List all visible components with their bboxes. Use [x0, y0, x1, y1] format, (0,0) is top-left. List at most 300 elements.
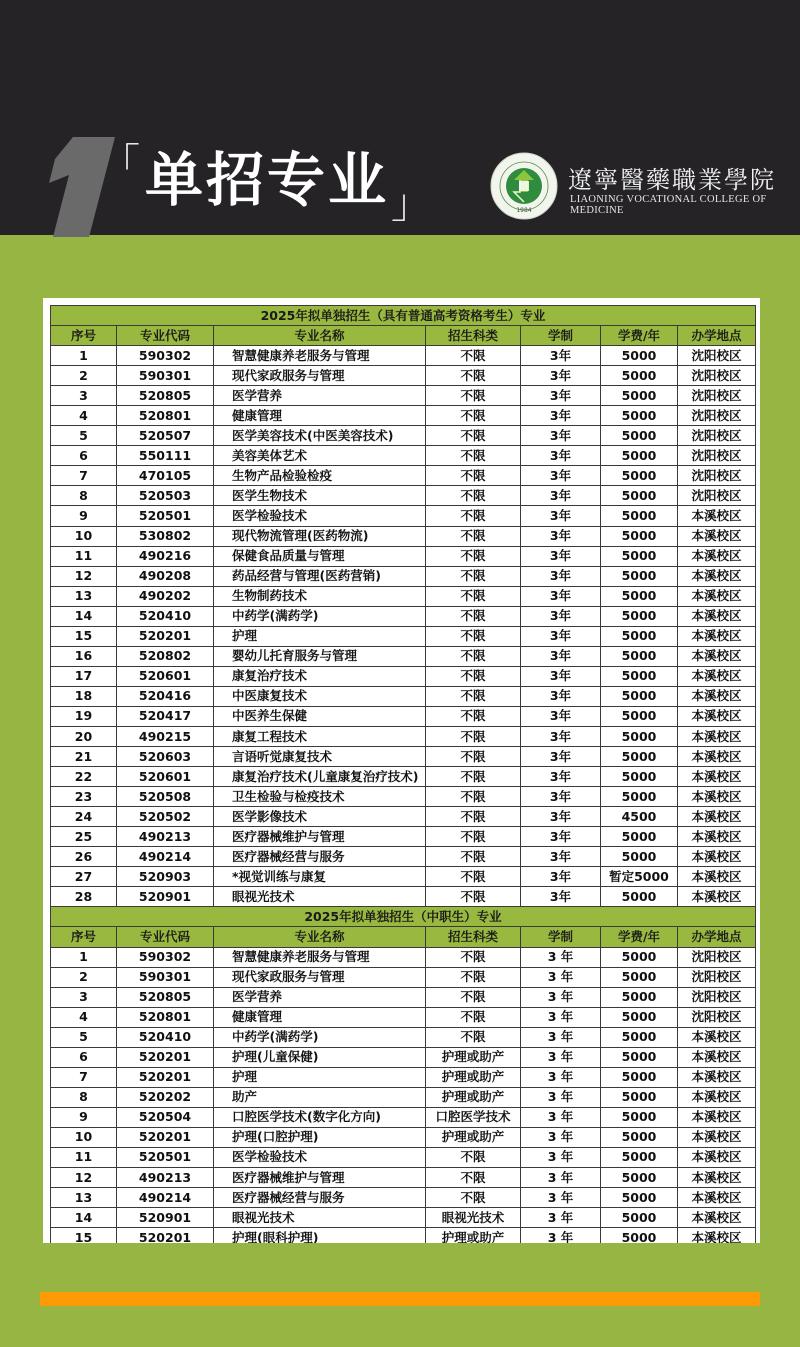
cell-code: 520201 — [117, 1047, 214, 1067]
cell-fee: 5000 — [601, 686, 678, 706]
cell-name: 护理 — [214, 626, 426, 646]
bracket-left: 「 — [100, 141, 143, 187]
cell-duration: 3 年 — [521, 1127, 601, 1147]
cell-fee: 5000 — [601, 847, 678, 867]
cell-category: 不限 — [426, 706, 521, 726]
cell-location: 沈阳校区 — [678, 947, 756, 967]
cell-location: 沈阳校区 — [678, 426, 756, 446]
cell-index: 17 — [51, 666, 117, 686]
cell-index: 15 — [51, 1228, 117, 1243]
table-row — [51, 1047, 756, 1067]
cell-category: 不限 — [426, 807, 521, 827]
cell-code: 520601 — [117, 666, 214, 686]
cell-category: 不限 — [426, 406, 521, 426]
cell-duration: 3年 — [521, 867, 601, 887]
cell-index: 14 — [51, 1208, 117, 1228]
cell-fee: 5000 — [601, 706, 678, 726]
cell-category: 不限 — [426, 646, 521, 666]
cell-fee: 5000 — [601, 726, 678, 746]
cell-index: 23 — [51, 787, 117, 807]
cell-fee: 5000 — [601, 747, 678, 767]
col-header-duration: 学制 — [521, 326, 601, 346]
cell-name: 口腔医学技术(数字化方向) — [214, 1107, 426, 1127]
cell-name: 卫生检验与检疫技术 — [214, 787, 426, 807]
cell-name: 助产 — [214, 1087, 426, 1107]
cell-location: 沈阳校区 — [678, 967, 756, 987]
cell-duration: 3年 — [521, 506, 601, 526]
col-header-category: 招生科类 — [426, 326, 521, 346]
cell-name: 生物产品检验检疫 — [214, 466, 426, 486]
section2-body — [51, 947, 756, 1243]
table-row — [51, 486, 756, 506]
cell-category: 护理或助产 — [426, 1047, 521, 1067]
cell-code: 590302 — [117, 346, 214, 366]
cell-fee: 5000 — [601, 947, 678, 967]
cell-duration: 3年 — [521, 726, 601, 746]
cell-name: 健康管理 — [214, 406, 426, 426]
cell-fee: 5000 — [601, 446, 678, 466]
cell-location: 本溪校区 — [678, 1147, 756, 1167]
cell-duration: 3年 — [521, 386, 601, 406]
table-row — [51, 706, 756, 726]
cell-category: 不限 — [426, 566, 521, 586]
cell-fee: 5000 — [601, 646, 678, 666]
section2-title-row — [51, 907, 756, 927]
cell-name: 生物制药技术 — [214, 586, 426, 606]
cell-code: 520416 — [117, 686, 214, 706]
table-row — [51, 1067, 756, 1087]
cell-location: 沈阳校区 — [678, 987, 756, 1007]
cell-code: 530802 — [117, 526, 214, 546]
cell-name: 护理(口腔护理) — [214, 1127, 426, 1147]
cell-code: 490214 — [117, 1188, 214, 1208]
cell-location: 本溪校区 — [678, 1168, 756, 1188]
cell-category: 不限 — [426, 546, 521, 566]
college-name-chinese: 遼寧醫藥職業學院 — [568, 166, 776, 194]
cell-location: 沈阳校区 — [678, 486, 756, 506]
cell-code: 520901 — [117, 887, 214, 907]
cell-location: 本溪校区 — [678, 1107, 756, 1127]
cell-code: 520202 — [117, 1087, 214, 1107]
cell-location: 本溪校区 — [678, 1067, 756, 1087]
cell-category: 不限 — [426, 666, 521, 686]
table-row — [51, 446, 756, 466]
cell-code: 490215 — [117, 726, 214, 746]
cell-location: 本溪校区 — [678, 646, 756, 666]
cell-code: 520901 — [117, 1208, 214, 1228]
page-title — [100, 140, 435, 227]
college-logo-icon — [490, 152, 558, 220]
cell-fee: 5000 — [601, 1067, 678, 1087]
cell-index: 18 — [51, 686, 117, 706]
table-row — [51, 726, 756, 746]
cell-fee: 5000 — [601, 566, 678, 586]
cell-name: 婴幼儿托育服务与管理 — [214, 646, 426, 666]
cell-code: 520501 — [117, 506, 214, 526]
cell-fee: 5000 — [601, 827, 678, 847]
cell-fee: 5000 — [601, 1087, 678, 1107]
cell-location: 本溪校区 — [678, 1228, 756, 1243]
cell-location: 沈阳校区 — [678, 406, 756, 426]
cell-duration: 3 年 — [521, 967, 601, 987]
cell-location: 本溪校区 — [678, 706, 756, 726]
cell-code: 520410 — [117, 606, 214, 626]
table-row — [51, 767, 756, 787]
cell-category: 不限 — [426, 526, 521, 546]
cell-code: 590301 — [117, 366, 214, 386]
col-header-fee: 学费/年 — [601, 927, 678, 947]
cell-duration: 3年 — [521, 606, 601, 626]
cell-index: 25 — [51, 827, 117, 847]
cell-index: 10 — [51, 526, 117, 546]
cell-location: 本溪校区 — [678, 847, 756, 867]
cell-category: 不限 — [426, 1188, 521, 1208]
table-row — [51, 1147, 756, 1167]
cell-index: 5 — [51, 426, 117, 446]
col-header-code: 专业代码 — [117, 927, 214, 947]
cell-duration: 3年 — [521, 406, 601, 426]
cell-duration: 3年 — [521, 887, 601, 907]
cell-fee: 5000 — [601, 767, 678, 787]
cell-index: 3 — [51, 987, 117, 1007]
cell-index: 16 — [51, 646, 117, 666]
cell-code: 520201 — [117, 626, 214, 646]
cell-fee: 5000 — [601, 386, 678, 406]
cell-duration: 3年 — [521, 747, 601, 767]
col-header-duration: 学制 — [521, 927, 601, 947]
cell-index: 28 — [51, 887, 117, 907]
cell-index: 15 — [51, 626, 117, 646]
cell-code: 520601 — [117, 767, 214, 787]
cell-category: 不限 — [426, 586, 521, 606]
cell-fee: 5000 — [601, 1027, 678, 1047]
cell-index: 5 — [51, 1027, 117, 1047]
cell-fee: 5000 — [601, 787, 678, 807]
cell-location: 本溪校区 — [678, 1208, 756, 1228]
table-row — [51, 827, 756, 847]
cell-duration: 3 年 — [521, 1087, 601, 1107]
cell-fee: 5000 — [601, 526, 678, 546]
cell-location: 本溪校区 — [678, 1127, 756, 1147]
cell-category: 不限 — [426, 446, 521, 466]
cell-name: 护理 — [214, 1067, 426, 1087]
cell-category: 不限 — [426, 486, 521, 506]
cell-code: 490213 — [117, 1168, 214, 1188]
cell-category: 不限 — [426, 426, 521, 446]
cell-location: 本溪校区 — [678, 666, 756, 686]
table-row — [51, 1228, 756, 1243]
cell-fee: 5000 — [601, 406, 678, 426]
cell-location: 本溪校区 — [678, 1027, 756, 1047]
table-row — [51, 1107, 756, 1127]
table-row — [51, 1007, 756, 1027]
cell-fee: 5000 — [601, 987, 678, 1007]
cell-code: 490214 — [117, 847, 214, 867]
cell-code: 520504 — [117, 1107, 214, 1127]
cell-code: 520805 — [117, 987, 214, 1007]
table-row — [51, 867, 756, 887]
table-row — [51, 1127, 756, 1147]
cell-code: 520417 — [117, 706, 214, 726]
table-row — [51, 1087, 756, 1107]
col-header-name: 专业名称 — [214, 326, 426, 346]
cell-location: 本溪校区 — [678, 867, 756, 887]
cell-fee: 5000 — [601, 1228, 678, 1243]
table-row — [51, 1188, 756, 1208]
table-row — [51, 346, 756, 366]
cell-code: 520201 — [117, 1067, 214, 1087]
cell-location: 本溪校区 — [678, 626, 756, 646]
col-header-index: 序号 — [51, 326, 117, 346]
cell-name: 护理(眼科护理) — [214, 1228, 426, 1243]
cell-index: 9 — [51, 1107, 117, 1127]
cell-duration: 3年 — [521, 767, 601, 787]
cell-duration: 3年 — [521, 546, 601, 566]
cell-name: 保健食品质量与管理 — [214, 546, 426, 566]
cell-category: 不限 — [426, 767, 521, 787]
cell-duration: 3年 — [521, 566, 601, 586]
table-row — [51, 787, 756, 807]
cell-name: 医学美容技术(中医美容技术) — [214, 426, 426, 446]
cell-name: 康复工程技术 — [214, 726, 426, 746]
cell-category: 不限 — [426, 466, 521, 486]
cell-category: 护理或助产 — [426, 1087, 521, 1107]
cell-category: 不限 — [426, 386, 521, 406]
cell-duration: 3年 — [521, 626, 601, 646]
section1-column-headers — [51, 326, 756, 346]
col-header-location: 办学地点 — [678, 326, 756, 346]
cell-duration: 3年 — [521, 847, 601, 867]
cell-duration: 3年 — [521, 426, 601, 446]
cell-category: 不限 — [426, 686, 521, 706]
cell-name: 医学检验技术 — [214, 506, 426, 526]
cell-fee: 4500 — [601, 807, 678, 827]
cell-name: 现代物流管理(医药物流) — [214, 526, 426, 546]
table-row — [51, 426, 756, 446]
cell-duration: 3 年 — [521, 1147, 601, 1167]
table-row — [51, 626, 756, 646]
cell-duration: 3 年 — [521, 1107, 601, 1127]
cell-name: 美容美体艺术 — [214, 446, 426, 466]
col-header-fee: 学费/年 — [601, 326, 678, 346]
cell-index: 1 — [51, 947, 117, 967]
cell-location: 沈阳校区 — [678, 386, 756, 406]
cell-code: 520801 — [117, 1007, 214, 1027]
cell-duration: 3年 — [521, 807, 601, 827]
cell-category: 不限 — [426, 827, 521, 847]
cell-location: 沈阳校区 — [678, 466, 756, 486]
cell-fee: 5000 — [601, 486, 678, 506]
cell-duration: 3 年 — [521, 1067, 601, 1087]
cell-code: 590301 — [117, 967, 214, 987]
cell-code: 520201 — [117, 1127, 214, 1147]
cell-fee: 5000 — [601, 426, 678, 446]
cell-code: 520507 — [117, 426, 214, 446]
cell-duration: 3年 — [521, 666, 601, 686]
cell-fee: 暂定5000 — [601, 867, 678, 887]
cell-fee: 5000 — [601, 1168, 678, 1188]
cell-location: 本溪校区 — [678, 1047, 756, 1067]
table-row — [51, 747, 756, 767]
col-header-name: 专业名称 — [214, 927, 426, 947]
cell-duration: 3年 — [521, 706, 601, 726]
cell-name: 医学营养 — [214, 386, 426, 406]
cell-category: 不限 — [426, 747, 521, 767]
col-header-location: 办学地点 — [678, 927, 756, 947]
cell-name: 药品经营与管理(医药营销) — [214, 566, 426, 586]
cell-index: 6 — [51, 446, 117, 466]
table-row — [51, 967, 756, 987]
cell-duration: 3 年 — [521, 1027, 601, 1047]
cell-fee: 5000 — [601, 1127, 678, 1147]
table-row — [51, 807, 756, 827]
cell-code: 520508 — [117, 787, 214, 807]
majors-table — [50, 305, 756, 1243]
cell-fee: 5000 — [601, 967, 678, 987]
table-row — [51, 546, 756, 566]
cell-name: 眼视光技术 — [214, 1208, 426, 1228]
table-row — [51, 466, 756, 486]
cell-code: 520805 — [117, 386, 214, 406]
cell-duration: 3年 — [521, 346, 601, 366]
cell-code: 470105 — [117, 466, 214, 486]
cell-location: 本溪校区 — [678, 767, 756, 787]
cell-index: 1 — [51, 346, 117, 366]
cell-index: 3 — [51, 386, 117, 406]
cell-fee: 5000 — [601, 606, 678, 626]
cell-category: 不限 — [426, 847, 521, 867]
cell-category: 不限 — [426, 726, 521, 746]
table-row — [51, 666, 756, 686]
cell-location: 本溪校区 — [678, 747, 756, 767]
cell-duration: 3年 — [521, 827, 601, 847]
cell-location: 本溪校区 — [678, 787, 756, 807]
cell-code: 520801 — [117, 406, 214, 426]
cell-code: 520603 — [117, 747, 214, 767]
cell-location: 本溪校区 — [678, 807, 756, 827]
cell-fee: 5000 — [601, 466, 678, 486]
cell-duration: 3年 — [521, 686, 601, 706]
table-row — [51, 646, 756, 666]
bracket-right: 」 — [391, 181, 435, 227]
cell-fee: 5000 — [601, 1147, 678, 1167]
cell-category: 不限 — [426, 506, 521, 526]
cell-location: 沈阳校区 — [678, 1007, 756, 1027]
cell-name: 言语听觉康复技术 — [214, 747, 426, 767]
cell-duration: 3 年 — [521, 1208, 601, 1228]
cell-duration: 3年 — [521, 486, 601, 506]
table-row — [51, 947, 756, 967]
cell-index: 2 — [51, 967, 117, 987]
cell-location: 本溪校区 — [678, 606, 756, 626]
cell-code: 590302 — [117, 947, 214, 967]
cell-category: 不限 — [426, 626, 521, 646]
cell-category: 不限 — [426, 1168, 521, 1188]
cell-duration: 3年 — [521, 366, 601, 386]
col-header-category: 招生科类 — [426, 927, 521, 947]
table-row — [51, 606, 756, 626]
cell-index: 26 — [51, 847, 117, 867]
cell-fee: 5000 — [601, 1107, 678, 1127]
cell-name: 智慧健康养老服务与管理 — [214, 346, 426, 366]
cell-category: 不限 — [426, 967, 521, 987]
table-row — [51, 686, 756, 706]
cell-code: 520802 — [117, 646, 214, 666]
cell-category: 眼视光技术 — [426, 1208, 521, 1228]
cell-index: 21 — [51, 747, 117, 767]
cell-location: 本溪校区 — [678, 827, 756, 847]
cell-fee: 5000 — [601, 1047, 678, 1067]
title-text: 单招专业 — [145, 146, 390, 214]
cell-category: 不限 — [426, 887, 521, 907]
cell-name: 现代家政服务与管理 — [214, 967, 426, 987]
cell-category: 不限 — [426, 366, 521, 386]
cell-duration: 3 年 — [521, 1007, 601, 1027]
cell-fee: 5000 — [601, 1208, 678, 1228]
cell-name: 医疗器械维护与管理 — [214, 827, 426, 847]
table-row — [51, 406, 756, 426]
cell-duration: 3 年 — [521, 1228, 601, 1243]
cell-index: 12 — [51, 566, 117, 586]
cell-duration: 3年 — [521, 526, 601, 546]
cell-category: 护理或助产 — [426, 1067, 521, 1087]
cell-name: 中药学(满药学) — [214, 606, 426, 626]
svg-text:1984: 1984 — [516, 207, 532, 214]
cell-name: 智慧健康养老服务与管理 — [214, 947, 426, 967]
cell-duration: 3 年 — [521, 1047, 601, 1067]
cell-category: 口腔医学技术 — [426, 1107, 521, 1127]
cell-name: 现代家政服务与管理 — [214, 366, 426, 386]
cell-name: 康复治疗技术 — [214, 666, 426, 686]
cell-name: 中医养生保健 — [214, 706, 426, 726]
cell-index: 22 — [51, 767, 117, 787]
cell-name: 中医康复技术 — [214, 686, 426, 706]
cell-fee: 5000 — [601, 626, 678, 646]
cell-location: 本溪校区 — [678, 887, 756, 907]
cell-duration: 3年 — [521, 446, 601, 466]
cell-category: 护理或助产 — [426, 1228, 521, 1243]
cell-name: 康复治疗技术(儿童康复治疗技术) — [214, 767, 426, 787]
cell-name: 医疗器械经营与服务 — [214, 1188, 426, 1208]
cell-index: 4 — [51, 406, 117, 426]
table-row — [51, 1027, 756, 1047]
cell-duration: 3年 — [521, 787, 601, 807]
cell-category: 不限 — [426, 606, 521, 626]
cell-fee: 5000 — [601, 366, 678, 386]
cell-category: 不限 — [426, 1007, 521, 1027]
cell-duration: 3 年 — [521, 947, 601, 967]
table-row — [51, 887, 756, 907]
cell-code: 490213 — [117, 827, 214, 847]
cell-fee: 5000 — [601, 346, 678, 366]
cell-code: 520410 — [117, 1027, 214, 1047]
cell-name: 医疗器械维护与管理 — [214, 1168, 426, 1188]
cell-fee: 5000 — [601, 1007, 678, 1027]
cell-index: 8 — [51, 1087, 117, 1107]
cell-code: 520502 — [117, 807, 214, 827]
section2-header — [51, 907, 756, 947]
cell-duration: 3 年 — [521, 987, 601, 1007]
cell-index: 7 — [51, 1067, 117, 1087]
cell-index: 9 — [51, 506, 117, 526]
cell-location: 本溪校区 — [678, 526, 756, 546]
cell-index: 2 — [51, 366, 117, 386]
cell-code: 550111 — [117, 446, 214, 466]
cell-duration: 3年 — [521, 646, 601, 666]
cell-name: 健康管理 — [214, 1007, 426, 1027]
cell-duration: 3 年 — [521, 1188, 601, 1208]
table-row — [51, 987, 756, 1007]
